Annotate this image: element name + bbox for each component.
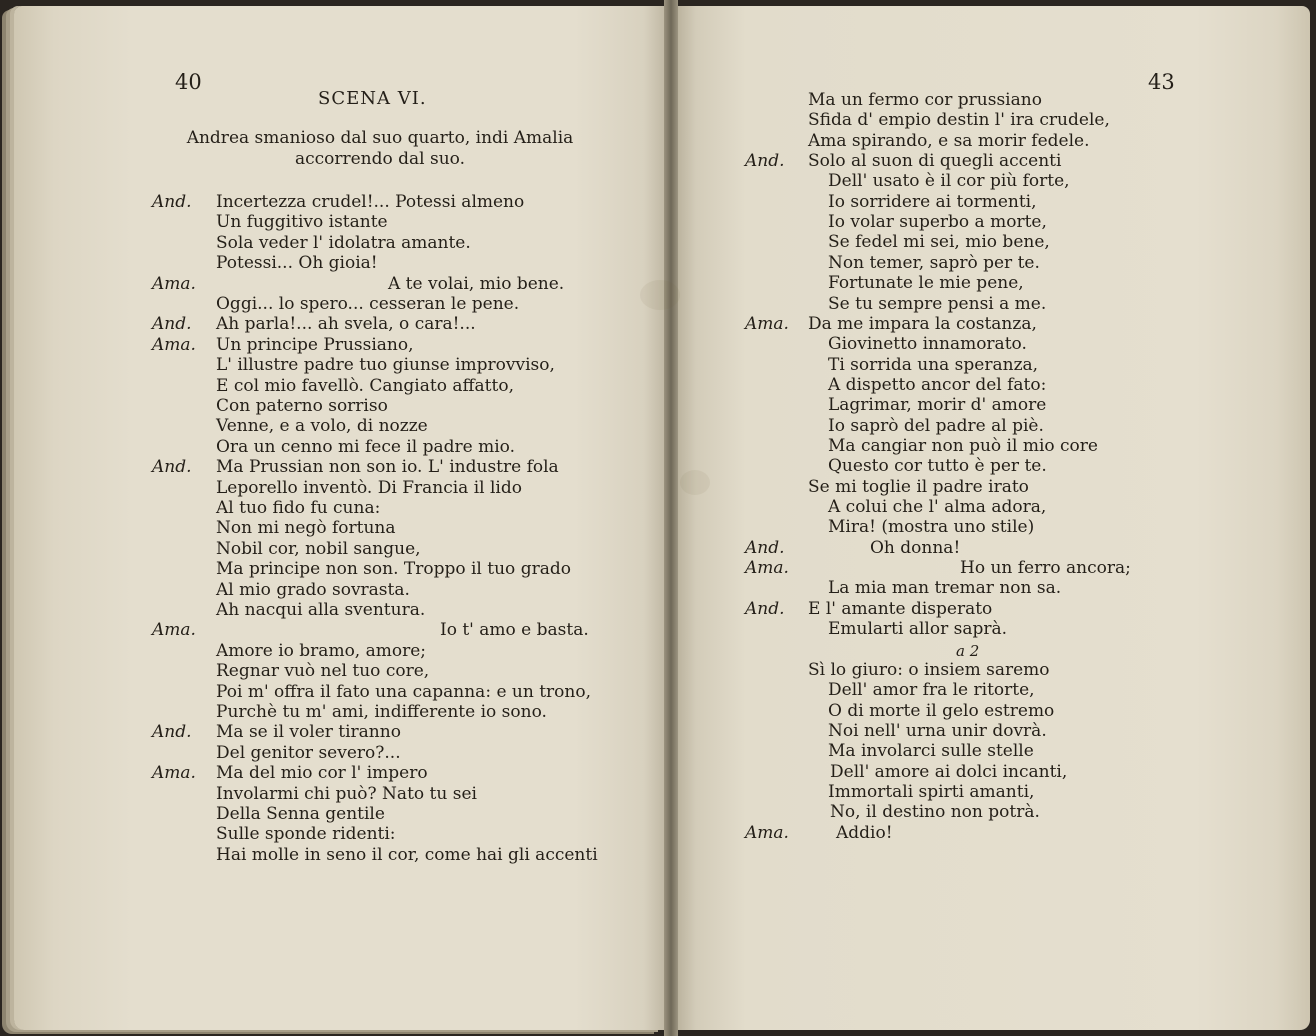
verse-line: Potessi... Oh gioia! — [216, 253, 378, 274]
scene-title: SCENA VI. — [318, 88, 427, 109]
verse-line: Emularti allor saprà. — [828, 619, 1008, 640]
verse-line: Purchè tu m' ami, indifferente io sono. — [216, 702, 547, 722]
speaker-label: Ama. — [745, 313, 789, 334]
verse-line: Sfida d' empio destin l' ira crudele, — [808, 110, 1110, 131]
verse-line: Se mi toglie il padre irato — [808, 476, 1029, 497]
verse-line: Addio! — [836, 822, 893, 843]
verse-line: E col mio favellò. Cangiato affatto, — [216, 375, 514, 396]
verse-line: Mira! (mostra uno stile) — [828, 517, 1035, 538]
speaker-label: Ama. — [152, 334, 196, 355]
verse-line: Hai molle in seno il cor, come hai gli accenti — [216, 844, 598, 865]
verse-line: Oggi... lo spero... cesseran le pene. — [216, 294, 520, 314]
verse-line: Non mi negò fortuna — [216, 518, 396, 539]
verse-line: Lagrimar, morir d' amore — [828, 395, 1047, 416]
verse-line: Io volar superbo a morte, — [828, 212, 1047, 233]
verse-line: Involarmi chi può? Nato tu sei — [216, 783, 477, 804]
verse-line: Regnar vuò nel tuo core, — [216, 661, 430, 682]
verse-line: Della Senna gentile — [216, 804, 385, 824]
verse-line: Del genitor severo?... — [216, 742, 401, 763]
verse-line: Dell' usato è il cor più forte, — [828, 171, 1070, 192]
verse-line: Dell' amor fra le ritorte, — [828, 680, 1035, 701]
verse-line: Con paterno sorriso — [216, 396, 388, 416]
verse-line: Ma Prussian non son io. L' industre fola — [216, 457, 559, 478]
speaker-label: And. — [152, 457, 192, 478]
verse-line: Venne, e a volo, di nozze — [216, 416, 428, 437]
verse-line: Non temer, saprò per te. — [828, 252, 1040, 273]
verse-line: Ora un cenno mi fece il padre mio. — [216, 436, 515, 457]
verse-line: Se tu sempre pensi a me. — [828, 293, 1047, 314]
verse-line: Ma del mio cor l' impero — [216, 763, 428, 784]
verse-line: Se fedel mi sei, mio bene, — [828, 232, 1050, 253]
speaker-label: Ama. — [745, 558, 789, 579]
verse-line: Questo cor tutto è per te. — [828, 456, 1047, 477]
verse-line: Poi m' offra il fato una capanna: e un trono, — [216, 681, 591, 702]
verse-line: No, il destino non potrà. — [830, 802, 1040, 823]
verse-line: Noi nell' urna unir dovrà. — [828, 720, 1047, 741]
verse-line: Ma involarci sulle stelle — [828, 741, 1034, 762]
verse-line: Ma cangiar non può il mio core — [828, 435, 1098, 456]
paper-stain — [680, 470, 710, 495]
verse-line: Un principe Prussiano, — [216, 334, 414, 355]
speaker-label: Ama. — [152, 763, 196, 784]
verse-line: Ama spirando, e sa morir fedele. — [808, 130, 1090, 151]
verse-line: Ah parla!... ah svela, o cara!... — [216, 314, 476, 335]
verse-line: Da me impara la costanza, — [808, 313, 1037, 334]
verse-line: Fortunate le mie pene, — [828, 273, 1024, 294]
verse-line: Io saprò del padre al piè. — [828, 415, 1044, 436]
verse-line: Sola veder l' idolatra amante. — [216, 232, 471, 253]
verse-line: Giovinetto innamorato. — [828, 334, 1027, 355]
verse-line: Leporello inventò. Di Francia il lido — [216, 477, 522, 498]
verse-line: Ti sorrida una speranza, — [828, 354, 1039, 375]
verse-line: Nobil cor, nobil sangue, — [216, 538, 421, 559]
speaker-label: And. — [152, 192, 192, 212]
verse-line: Solo al suon di quegli accenti — [808, 151, 1062, 172]
verse-line: A colui che l' alma adora, — [828, 497, 1047, 517]
verse-line: Ah nacqui alla sventura. — [216, 600, 426, 620]
speaker-label: And. — [152, 314, 192, 335]
a-due-marker: a 2 — [956, 642, 980, 660]
verse-line: Immortali spirti amanti, — [828, 781, 1035, 802]
verse-line: Amore io bramo, amore; — [216, 640, 427, 661]
verse-line: A dispetto ancor del fato: — [828, 374, 1047, 395]
paper-stain — [640, 280, 680, 310]
verse-line: A te volai, mio bene. — [388, 273, 565, 294]
verse-line: Io t' amo e basta. — [440, 620, 589, 641]
verse-line: Sulle sponde ridenti: — [216, 824, 396, 845]
verse-line: La mia man tremar non sa. — [828, 578, 1062, 599]
verse-line: O di morte il gelo estremo — [828, 700, 1055, 721]
verse-line: Incertezza crudel!... Potessi almeno — [216, 192, 525, 212]
page-number-right: 43 — [1148, 70, 1175, 94]
page-number-left: 40 — [175, 70, 202, 94]
speaker-label: And. — [152, 722, 192, 743]
verse-line: Al mio grado sovrasta. — [216, 579, 410, 600]
speaker-label: And. — [745, 537, 785, 558]
verse-line: Sì lo giuro: o insiem saremo — [808, 659, 1050, 680]
verse-line: Ma un fermo cor prussiano — [808, 90, 1042, 110]
verse-line: Io sorridere ai tormenti, — [828, 191, 1037, 212]
verse-line: Ho un ferro ancora; — [960, 558, 1131, 579]
verse-line: Oh donna! — [870, 537, 961, 558]
speaker-label: And. — [745, 151, 785, 172]
verse-line: L' illustre padre tuo giunse improvviso, — [216, 355, 555, 376]
speaker-label: Ama. — [745, 822, 789, 843]
verse-line: E l' amante disperato — [808, 598, 993, 619]
verse-line: Ma principe non son. Troppo il tuo grado — [216, 559, 571, 580]
verse-line: Dell' amore ai dolci incanti, — [830, 761, 1068, 782]
speaker-label: Ama. — [152, 273, 196, 294]
stage-direction: Andrea smanioso dal suo quarto, indi Amalia accorrendo dal suo. — [186, 128, 574, 169]
book-gutter — [664, 0, 678, 1036]
verse-line: Un fuggitivo istante — [216, 212, 388, 233]
speaker-label: And. — [745, 598, 785, 619]
verse-line: Al tuo fido fu cuna: — [216, 498, 381, 518]
verse-line: Ma se il voler tiranno — [216, 722, 401, 743]
speaker-label: Ama. — [152, 620, 196, 641]
